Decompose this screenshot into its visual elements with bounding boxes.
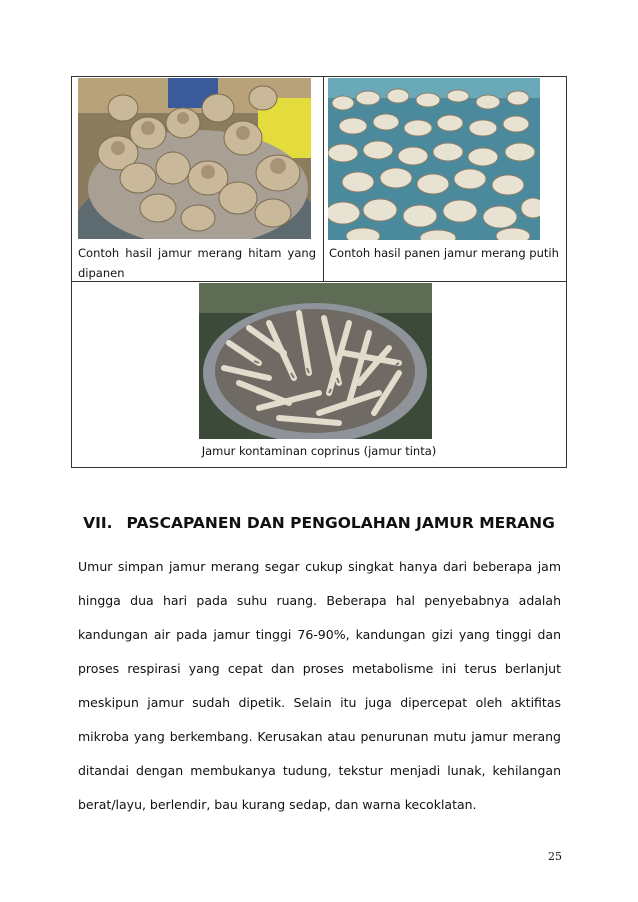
- caption-white-mushroom: Contoh hasil panen jamur merang putih: [329, 246, 559, 260]
- photo-coprinus-contaminant: [199, 283, 432, 439]
- caption-coprinus: Jamur kontaminan coprinus (jamur tinta): [201, 444, 437, 458]
- photo-white-mushroom-harvest: [328, 78, 540, 240]
- section-title: PASCAPANEN DAN PENGOLAHAN JAMUR MERANG: [126, 514, 555, 532]
- table-divider-vertical: [323, 77, 324, 281]
- section-number: VII.: [83, 514, 113, 532]
- body-paragraph: Umur simpan jamur merang segar cukup singkat hanya dari beberapa jam hingga dua hari pada suhu ruang. Beberapa hal penyebabnya adalah kandungan air pada jamur tinggi 76-90%, kandungan gizi yang tinggi dan proses respirasi yang cepat dan proses metabolisme ini terus berlanjut meskipun jamur sudah dipetik. Selain itu juga dipercepat oleh aktifitas mikroba yang berkembang. Kerusakan atau penurunan mutu jamur merang ditandai dengan membukanya tudung, tekstur menjadi lunak, kehilangan berat/layu, berlendir, bau kurang sedap, dan warna kecoklatan.: [78, 559, 561, 812]
- figure-table: [71, 76, 567, 468]
- caption-black-mushroom: Contoh hasil jamur merang hitam yang dipanen: [78, 246, 316, 280]
- section-heading: [0, 514, 638, 532]
- photo-black-mushroom-harvest: [78, 78, 311, 239]
- page-number: 25: [548, 850, 562, 863]
